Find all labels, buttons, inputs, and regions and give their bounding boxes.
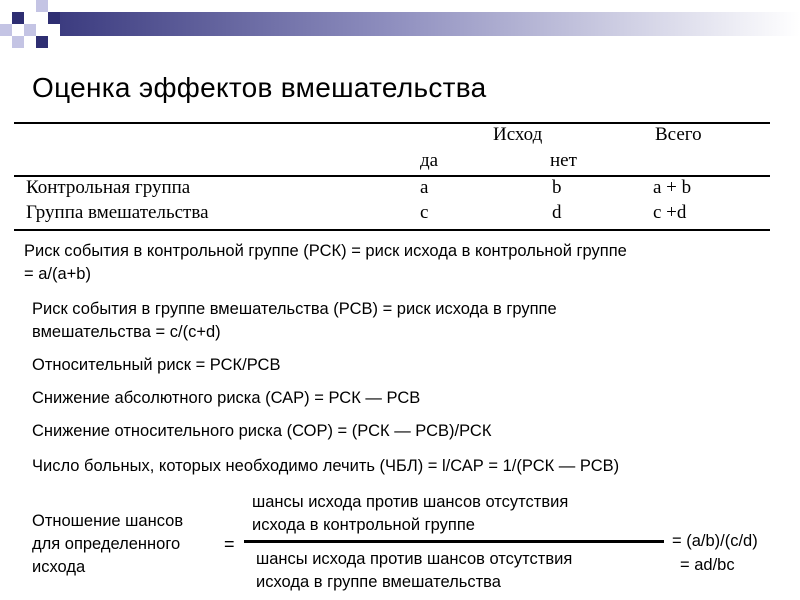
row-label: Группа вмешательства [26, 202, 209, 223]
header-gradient-band [60, 12, 800, 36]
odds-label: для определенного [32, 535, 181, 553]
cell-no: d [552, 202, 562, 223]
table-subheader-yes: да [420, 150, 439, 171]
decor-square [48, 12, 60, 24]
table-subheader-no: нет [550, 150, 577, 171]
odds-denominator: шансы исхода против шансов отсутствия [256, 550, 573, 568]
absolute-risk-reduction: Снижение абсолютного риска (САР) = РСК — РСВ [32, 389, 421, 407]
decor-square [36, 36, 48, 48]
odds-numerator: шансы исхода против шансов отсутствия [252, 493, 569, 511]
cell-yes: a [420, 177, 429, 198]
rsv-definition: Риск события в группе вмешательства (РСВ) = риск исхода в группе [32, 300, 557, 318]
cell-total: c +d [653, 202, 687, 223]
odds-equals: = [224, 534, 235, 554]
rsk-definition: Риск события в контрольной группе (РСК) = риск исхода в контрольной группе [24, 242, 627, 260]
decor-square [36, 0, 48, 12]
cell-total: a + b [653, 177, 692, 198]
decor-square [12, 36, 24, 48]
decor-square [0, 24, 12, 36]
odds-result: = (a/b)/(c/d) [672, 532, 758, 550]
odds-denominator: исхода в группе вмешательства [256, 573, 501, 591]
odds-label: Отношение шансов [32, 512, 184, 530]
table-header-outcome: Исход [493, 124, 543, 145]
number-needed-to-treat: Число больных, которых необходимо лечить (ЧБЛ) = l/САР = 1/(РСК — РСВ) [32, 457, 620, 475]
cell-yes: c [420, 202, 429, 223]
fraction-bar [244, 540, 664, 543]
relative-risk-reduction: Снижение относительного риска (СОР) = (РСК — РСВ)/РСК [32, 422, 492, 440]
odds-numerator: исхода в контрольной группе [252, 516, 475, 534]
decor-square [24, 24, 36, 36]
odds-result: = ad/bc [680, 556, 735, 574]
cell-no: b [552, 177, 562, 198]
table-header-total: Всего [655, 124, 702, 145]
page-title: Оценка эффектов вмешательства [32, 72, 487, 103]
rsk-formula: = a/(a+b) [24, 265, 91, 283]
row-label: Контрольная группа [26, 177, 191, 198]
table-rule-bottom [14, 229, 770, 231]
rsv-formula: вмешательства = c/(c+d) [32, 323, 221, 341]
relative-risk: Относительный риск = РСК/РСВ [32, 356, 281, 374]
odds-label: исхода [32, 558, 86, 576]
decor-square [12, 12, 24, 24]
